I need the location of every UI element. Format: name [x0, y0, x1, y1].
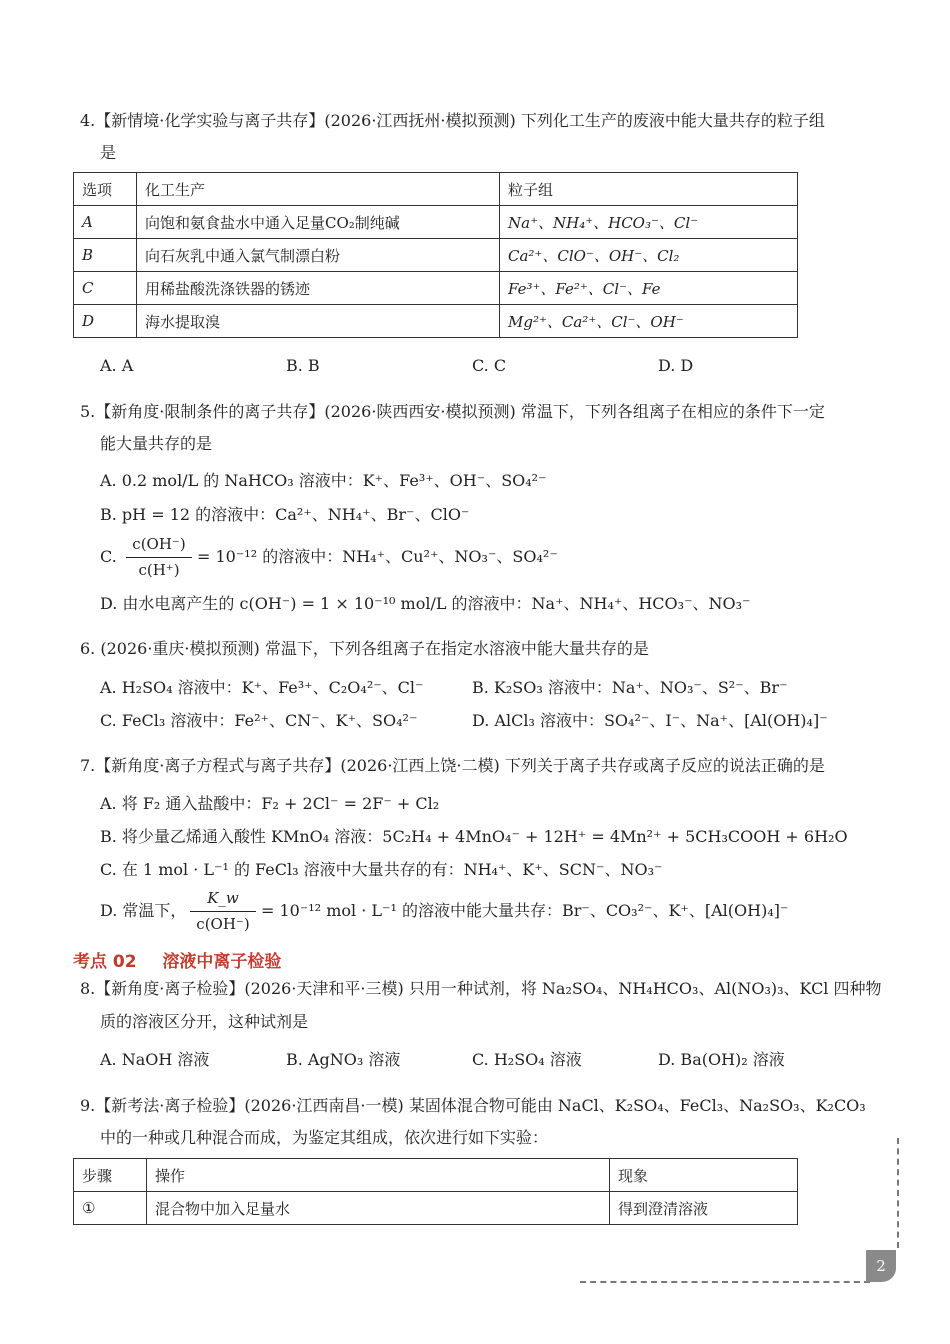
q6-option-c[interactable]: C. FeCl₃ 溶液中：Fe²⁺、CN⁻、K⁺、SO₄²⁻ — [100, 711, 418, 730]
q5-fraction-numerator: c(OH⁻) — [132, 535, 186, 553]
table-cell: Mg²⁺、Ca²⁺、Cl⁻、OH⁻ — [500, 305, 798, 338]
table-cell: C — [74, 272, 137, 305]
table-header-cell: 化工生产 — [137, 173, 500, 206]
table-cell: B — [74, 239, 137, 272]
q5-option-d[interactable]: D. 由水电离产生的 c(OH⁻) = 1 × 10⁻¹⁰ mol/L 的溶液中：Na⁺、NH₄⁺、HCO₃⁻、NO₃⁻ — [100, 594, 751, 613]
q7-option-d-rest: = 10⁻¹² mol · L⁻¹ 的溶液中能大量共存：Br⁻、CO₃²⁻、K⁺、[Al(OH)₄]⁻ — [261, 901, 789, 920]
q7-fraction-numerator: K_w — [207, 889, 239, 907]
fraction-bar — [126, 557, 192, 558]
table-row — [74, 206, 798, 239]
table-row — [74, 1192, 798, 1225]
table-cell: 用稀盐酸洗涤铁器的锈迹 — [137, 272, 500, 305]
q8-stem-line1: 8.【新角度·离子检验】(2026·天津和平·三模) 只用一种试剂，将 Na₂SO₄、NH₄HCO₃、Al(NO₃)₃、KCl 四种物 — [80, 979, 882, 998]
q5-stem-line2: 能大量共存的是 — [100, 434, 213, 453]
q9-stem-line1: 9.【新考法·离子检验】(2026·江西南昌·一模) 某固体混合物可能由 NaCl、K₂SO₄、FeCl₃、Na₂SO₃、K₂CO₃ — [80, 1096, 866, 1115]
q5-stem-line1: 5.【新角度·限制条件的离子共存】(2026·陕西西安·模拟预测) 常温下，下列各组离子在相应的条件下一定 — [80, 402, 825, 421]
q5-option-a[interactable]: A. 0.2 mol/L 的 NaHCO₃ 溶液中：K⁺、Fe³⁺、OH⁻、SO₄²⁻ — [100, 471, 547, 490]
fraction-bar — [190, 911, 256, 912]
q5-option-c-rest: = 10⁻¹² 的溶液中：NH₄⁺、Cu²⁺、NO₃⁻、SO₄²⁻ — [197, 547, 558, 566]
q7-fraction-denominator: c(OH⁻) — [196, 915, 250, 933]
table-cell: 得到澄清溶液 — [610, 1192, 798, 1225]
q7-option-b[interactable]: B. 将少量乙烯通入酸性 KMnO₄ 溶液：5C₂H₄ + 4MnO₄⁻ + 12H⁺ = 4Mn²⁺ + 5CH₃COOH + 6H₂O — [100, 827, 848, 846]
table-cell: 混合物中加入足量水 — [147, 1192, 610, 1225]
table-cell: 向饱和氨食盐水中通入足量CO₂制纯碱 — [137, 206, 500, 239]
q5-fraction-denominator: c(H⁺) — [138, 561, 180, 579]
table-header-row — [74, 173, 798, 206]
section-heading — [73, 947, 281, 972]
section-title: 溶液中离子检验 — [162, 952, 282, 972]
table-cell: A — [74, 206, 137, 239]
table-cell: 海水提取溴 — [137, 305, 500, 338]
q8-stem-line2: 质的溶液区分开，这种试剂是 — [100, 1012, 309, 1031]
q4-option-b[interactable]: B. B — [286, 356, 320, 375]
q7-option-c[interactable]: C. 在 1 mol · L⁻¹ 的 FeCl₃ 溶液中大量共存的有：NH₄⁺、K⁺、SCN⁻、NO₃⁻ — [100, 860, 663, 879]
q6-stem: 6. (2026·重庆·模拟预测) 常温下，下列各组离子在指定水溶液中能大量共存的是 — [80, 639, 649, 658]
table-cell: Fe³⁺、Fe²⁺、Cl⁻、Fe — [500, 272, 798, 305]
q4-option-a[interactable]: A. A — [100, 356, 134, 375]
section-label: 考点 02 — [73, 952, 137, 972]
q6-option-b[interactable]: B. K₂SO₃ 溶液中：Na⁺、NO₃⁻、S²⁻、Br⁻ — [472, 678, 788, 697]
page-border-dashed-right — [897, 1138, 899, 1248]
table-header-row — [74, 1159, 798, 1192]
table-cell: D — [74, 305, 137, 338]
q4-stem-line1: 4.【新情境·化学实验与离子共存】(2026·江西抚州·模拟预测) 下列化工生产的废液中能大量共存的粒子组 — [80, 111, 825, 130]
q8-option-a[interactable]: A. NaOH 溶液 — [100, 1050, 210, 1069]
table-cell: Na⁺、NH₄⁺、HCO₃⁻、Cl⁻ — [500, 206, 798, 239]
table-header-cell: 操作 — [147, 1159, 610, 1192]
q8-option-d[interactable]: D. Ba(OH)₂ 溶液 — [658, 1050, 785, 1069]
page-border-dashed-bottom — [580, 1281, 870, 1283]
q4-option-d[interactable]: D. D — [658, 356, 694, 375]
q6-option-d[interactable]: D. AlCl₃ 溶液中：SO₄²⁻、I⁻、Na⁺、[Al(OH)₄]⁻ — [472, 711, 828, 730]
table-header-cell: 步骤 — [74, 1159, 147, 1192]
table-row — [74, 305, 798, 338]
table-header-cell: 粒子组 — [500, 173, 798, 206]
q5-option-c-prefix[interactable]: C. — [100, 547, 117, 566]
q7-option-d-prefix[interactable]: D. 常温下， — [100, 901, 187, 920]
q8-option-c[interactable]: C. H₂SO₄ 溶液 — [472, 1050, 582, 1069]
q7-option-a[interactable]: A. 将 F₂ 通入盐酸中：F₂ + 2Cl⁻ = 2F⁻ + Cl₂ — [100, 794, 440, 813]
table-header-cell: 选项 — [74, 173, 137, 206]
table-row — [74, 272, 798, 305]
q8-option-b[interactable]: B. AgNO₃ 溶液 — [286, 1050, 401, 1069]
q4-option-c[interactable]: C. C — [472, 356, 507, 375]
q7-stem: 7.【新角度·离子方程式与离子共存】(2026·江西上饶·二模) 下列关于离子共存或离子反应的说法正确的是 — [80, 756, 825, 775]
q9-table — [73, 1158, 798, 1225]
table-cell: 向石灰乳中通入氯气制漂白粉 — [137, 239, 500, 272]
table-header-cell: 现象 — [610, 1159, 798, 1192]
q4-table — [73, 172, 798, 338]
table-cell: ① — [74, 1192, 147, 1225]
q9-stem-line2: 中的一种或几种混合而成，为鉴定其组成，依次进行如下实验： — [100, 1128, 549, 1147]
page-number: 2 — [866, 1250, 896, 1282]
q5-option-b[interactable]: B. pH = 12 的溶液中：Ca²⁺、NH₄⁺、Br⁻、ClO⁻ — [100, 505, 470, 524]
q4-stem-line2: 是 — [100, 143, 117, 162]
q6-option-a[interactable]: A. H₂SO₄ 溶液中：K⁺、Fe³⁺、C₂O₄²⁻、Cl⁻ — [100, 678, 424, 697]
table-row — [74, 239, 798, 272]
table-cell: Ca²⁺、ClO⁻、OH⁻、Cl₂ — [500, 239, 798, 272]
